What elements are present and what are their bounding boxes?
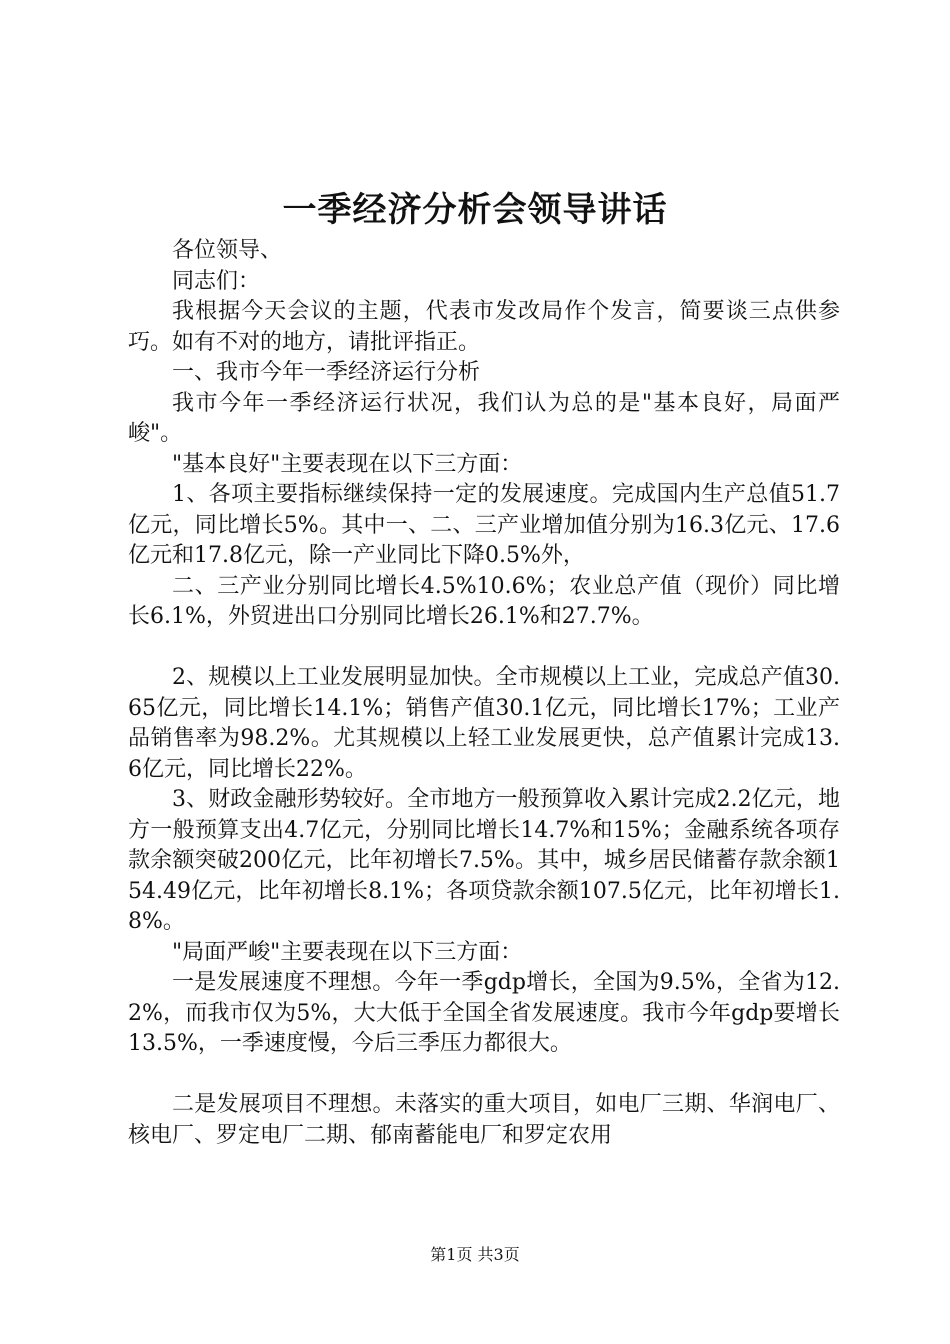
body-paragraph: 3、财政金融形势较好。全市地方一般预算收入累计完成2.2亿元，地方一般预算支出4.7亿元，分别同比增长14.7%和15%；金融系统各项存款余额突破200亿元，比年初增长7.5%。其中，城乡居民储蓄存款余额154.49亿元，比年初增长8.1%；各项贷款余额107.5亿元，比年初增长1.8%。: [128, 787, 840, 934]
body-paragraph: 一是发展速度不理想。今年一季gdp增长，全国为9.5%，全省为12.2%，而我市仅为5%，大大低于全国全省发展速度。我市今年gdp要增长13.5%，一季速度慢，今后三季压力都很大。: [128, 970, 840, 1056]
salutation-line: 同志们：: [172, 268, 261, 294]
salutation-line: 各位领导、: [172, 238, 283, 263]
body-paragraph: 我市今年一季经济运行状况，我们认为总的是"基本良好，局面严峻"。: [128, 390, 840, 446]
body-paragraph: 二、三产业分别同比增长4.5%10.6%；农业总产值（现价）同比增长6.1%，外贸进出口分别同比增长26.1%和27.7%。: [128, 573, 840, 629]
document-title: 一季经济分析会领导讲话: [282, 190, 668, 230]
document-body: [128, 236, 840, 1151]
body-paragraph: "局面严峻"主要表现在以下三方面：: [172, 939, 523, 965]
body-paragraph: 二是发展项目不理想。未落实的重大项目，如电厂三期、华润电厂、核电厂、罗定电厂二期、郁南蓄能电厂和罗定农用: [128, 1092, 840, 1148]
body-paragraph: 1、各项主要指标继续保持一定的发展速度。完成国内生产总值51.7亿元，同比增长5%。其中一、二、三产业增加值分别为16.3亿元、17.6亿元和17.8亿元，除一产业同比下降0.5%外，: [128, 482, 840, 568]
section-heading: 一、我市今年一季经济运行分析: [172, 360, 481, 385]
body-paragraph: "基本良好"主要表现在以下三方面：: [172, 451, 523, 477]
body-paragraph: 我根据今天会议的主题，代表市发改局作个发言，简要谈三点供参巧。如有不对的地方，请批评指正。: [128, 299, 840, 355]
page-footer: 第1页 共3页: [430, 1245, 520, 1264]
body-paragraph: 2、规模以上工业发展明显加快。全市规模以上工业，完成总产值30.65亿元，同比增长14.1%；销售产值30.1亿元，同比增长17%；工业产品销售率为98.2%。尤其规模以上轻工业发展更快，总产值累计完成13.6亿元，同比增长22%。: [128, 665, 840, 782]
